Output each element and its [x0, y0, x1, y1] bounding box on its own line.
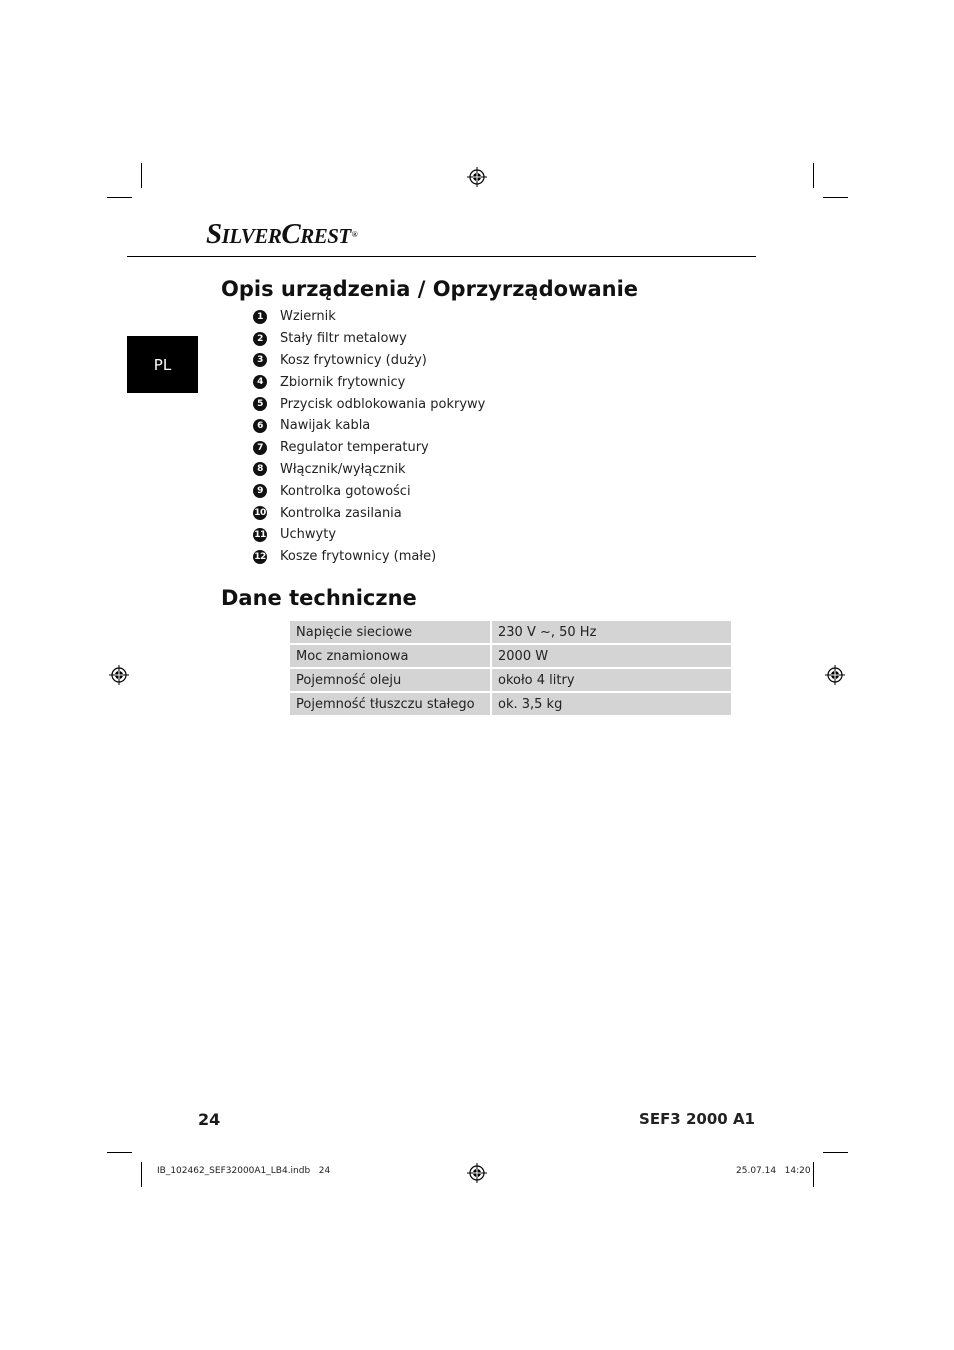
item-number-badge: 1: [253, 310, 267, 324]
spec-value-cell: ok. 3,5 kg: [491, 692, 731, 716]
item-number-badge: 4: [253, 375, 267, 389]
list-item: [253, 371, 485, 393]
model-number: SEF3 2000 A1: [639, 1110, 755, 1128]
list-item: [253, 393, 485, 415]
spec-label-cell: Napięcie sieciowe: [290, 621, 491, 644]
crop-mark: [823, 197, 848, 198]
spec-value-cell: około 4 litry: [491, 668, 731, 692]
table-row: [290, 692, 731, 716]
item-number-badge: 8: [253, 462, 267, 476]
item-label: Kosze frytownicy (małe): [280, 549, 437, 565]
table-row: [290, 621, 731, 644]
technical-data-table: [290, 621, 731, 717]
item-number-badge: 5: [253, 397, 267, 411]
item-number-badge: 12: [254, 551, 266, 562]
registration-mark-icon: [467, 167, 487, 187]
item-number-badge: 2: [253, 332, 267, 346]
item-label: Kontrolka gotowości: [280, 483, 411, 499]
list-item: [253, 328, 485, 350]
spec-label-cell: Pojemność tłuszczu stałego: [290, 692, 491, 716]
header-rule: [127, 256, 756, 257]
item-label: Wziernik: [280, 309, 336, 325]
item-number-badge: 6: [253, 419, 267, 433]
spec-value-cell: 230 V ~, 50 Hz: [491, 621, 731, 644]
print-slug-file: IB_102462_SEF32000A1_LB4.indb 24: [157, 1166, 331, 1176]
registration-mark-icon: [825, 665, 845, 685]
item-label: Nawijak kabla: [280, 418, 371, 434]
table-row: [290, 668, 731, 692]
parts-list: [253, 306, 485, 568]
item-number-badge: 9: [253, 484, 267, 498]
list-item: [253, 480, 485, 502]
crop-mark: [813, 163, 814, 188]
section-title-technical-data: Dane techniczne: [221, 586, 417, 610]
list-item: [253, 459, 485, 481]
crop-mark: [823, 1152, 848, 1153]
list-item: [253, 437, 485, 459]
item-label: Regulator temperatury: [280, 440, 429, 456]
crop-mark: [813, 1162, 814, 1187]
crop-mark: [107, 197, 132, 198]
item-label: Kontrolka zasilania: [280, 505, 402, 521]
registration-mark-icon: [467, 1163, 487, 1183]
list-item: [253, 415, 485, 437]
item-label: Stały filtr metalowy: [280, 331, 407, 347]
print-slug-date: 25.07.14 14:20: [736, 1166, 811, 1176]
language-tab: PL: [127, 336, 198, 393]
item-number-badge: 11: [254, 529, 266, 540]
item-label: Zbiornik frytownicy: [280, 374, 406, 390]
item-label: Uchwyty: [280, 527, 337, 543]
section-title-device-description: Opis urządzenia / Oprzyrządowanie: [221, 277, 639, 301]
list-item: [253, 502, 485, 524]
item-label: Kosz frytownicy (duży): [280, 352, 427, 368]
brand-logo: SILVERCREST®: [206, 218, 358, 250]
item-number-badge: 7: [253, 441, 267, 455]
spec-value-cell: 2000 W: [491, 644, 731, 668]
list-item: [253, 524, 485, 546]
spec-label-cell: Moc znamionowa: [290, 644, 491, 668]
item-number-badge: 10: [254, 508, 266, 519]
spec-label-cell: Pojemność oleju: [290, 668, 491, 692]
item-label: Włącznik/wyłącznik: [280, 461, 406, 477]
crop-mark: [141, 1162, 142, 1187]
page-number: 24: [198, 1110, 221, 1129]
list-item: [253, 350, 485, 372]
item-label: Przycisk odblokowania pokrywy: [280, 396, 486, 412]
list-item: [253, 306, 485, 328]
table-row: [290, 644, 731, 668]
crop-mark: [107, 1152, 132, 1153]
crop-mark: [141, 163, 142, 188]
registration-mark-icon: [109, 665, 129, 685]
item-number-badge: 3: [253, 353, 267, 367]
list-item: [253, 546, 485, 568]
